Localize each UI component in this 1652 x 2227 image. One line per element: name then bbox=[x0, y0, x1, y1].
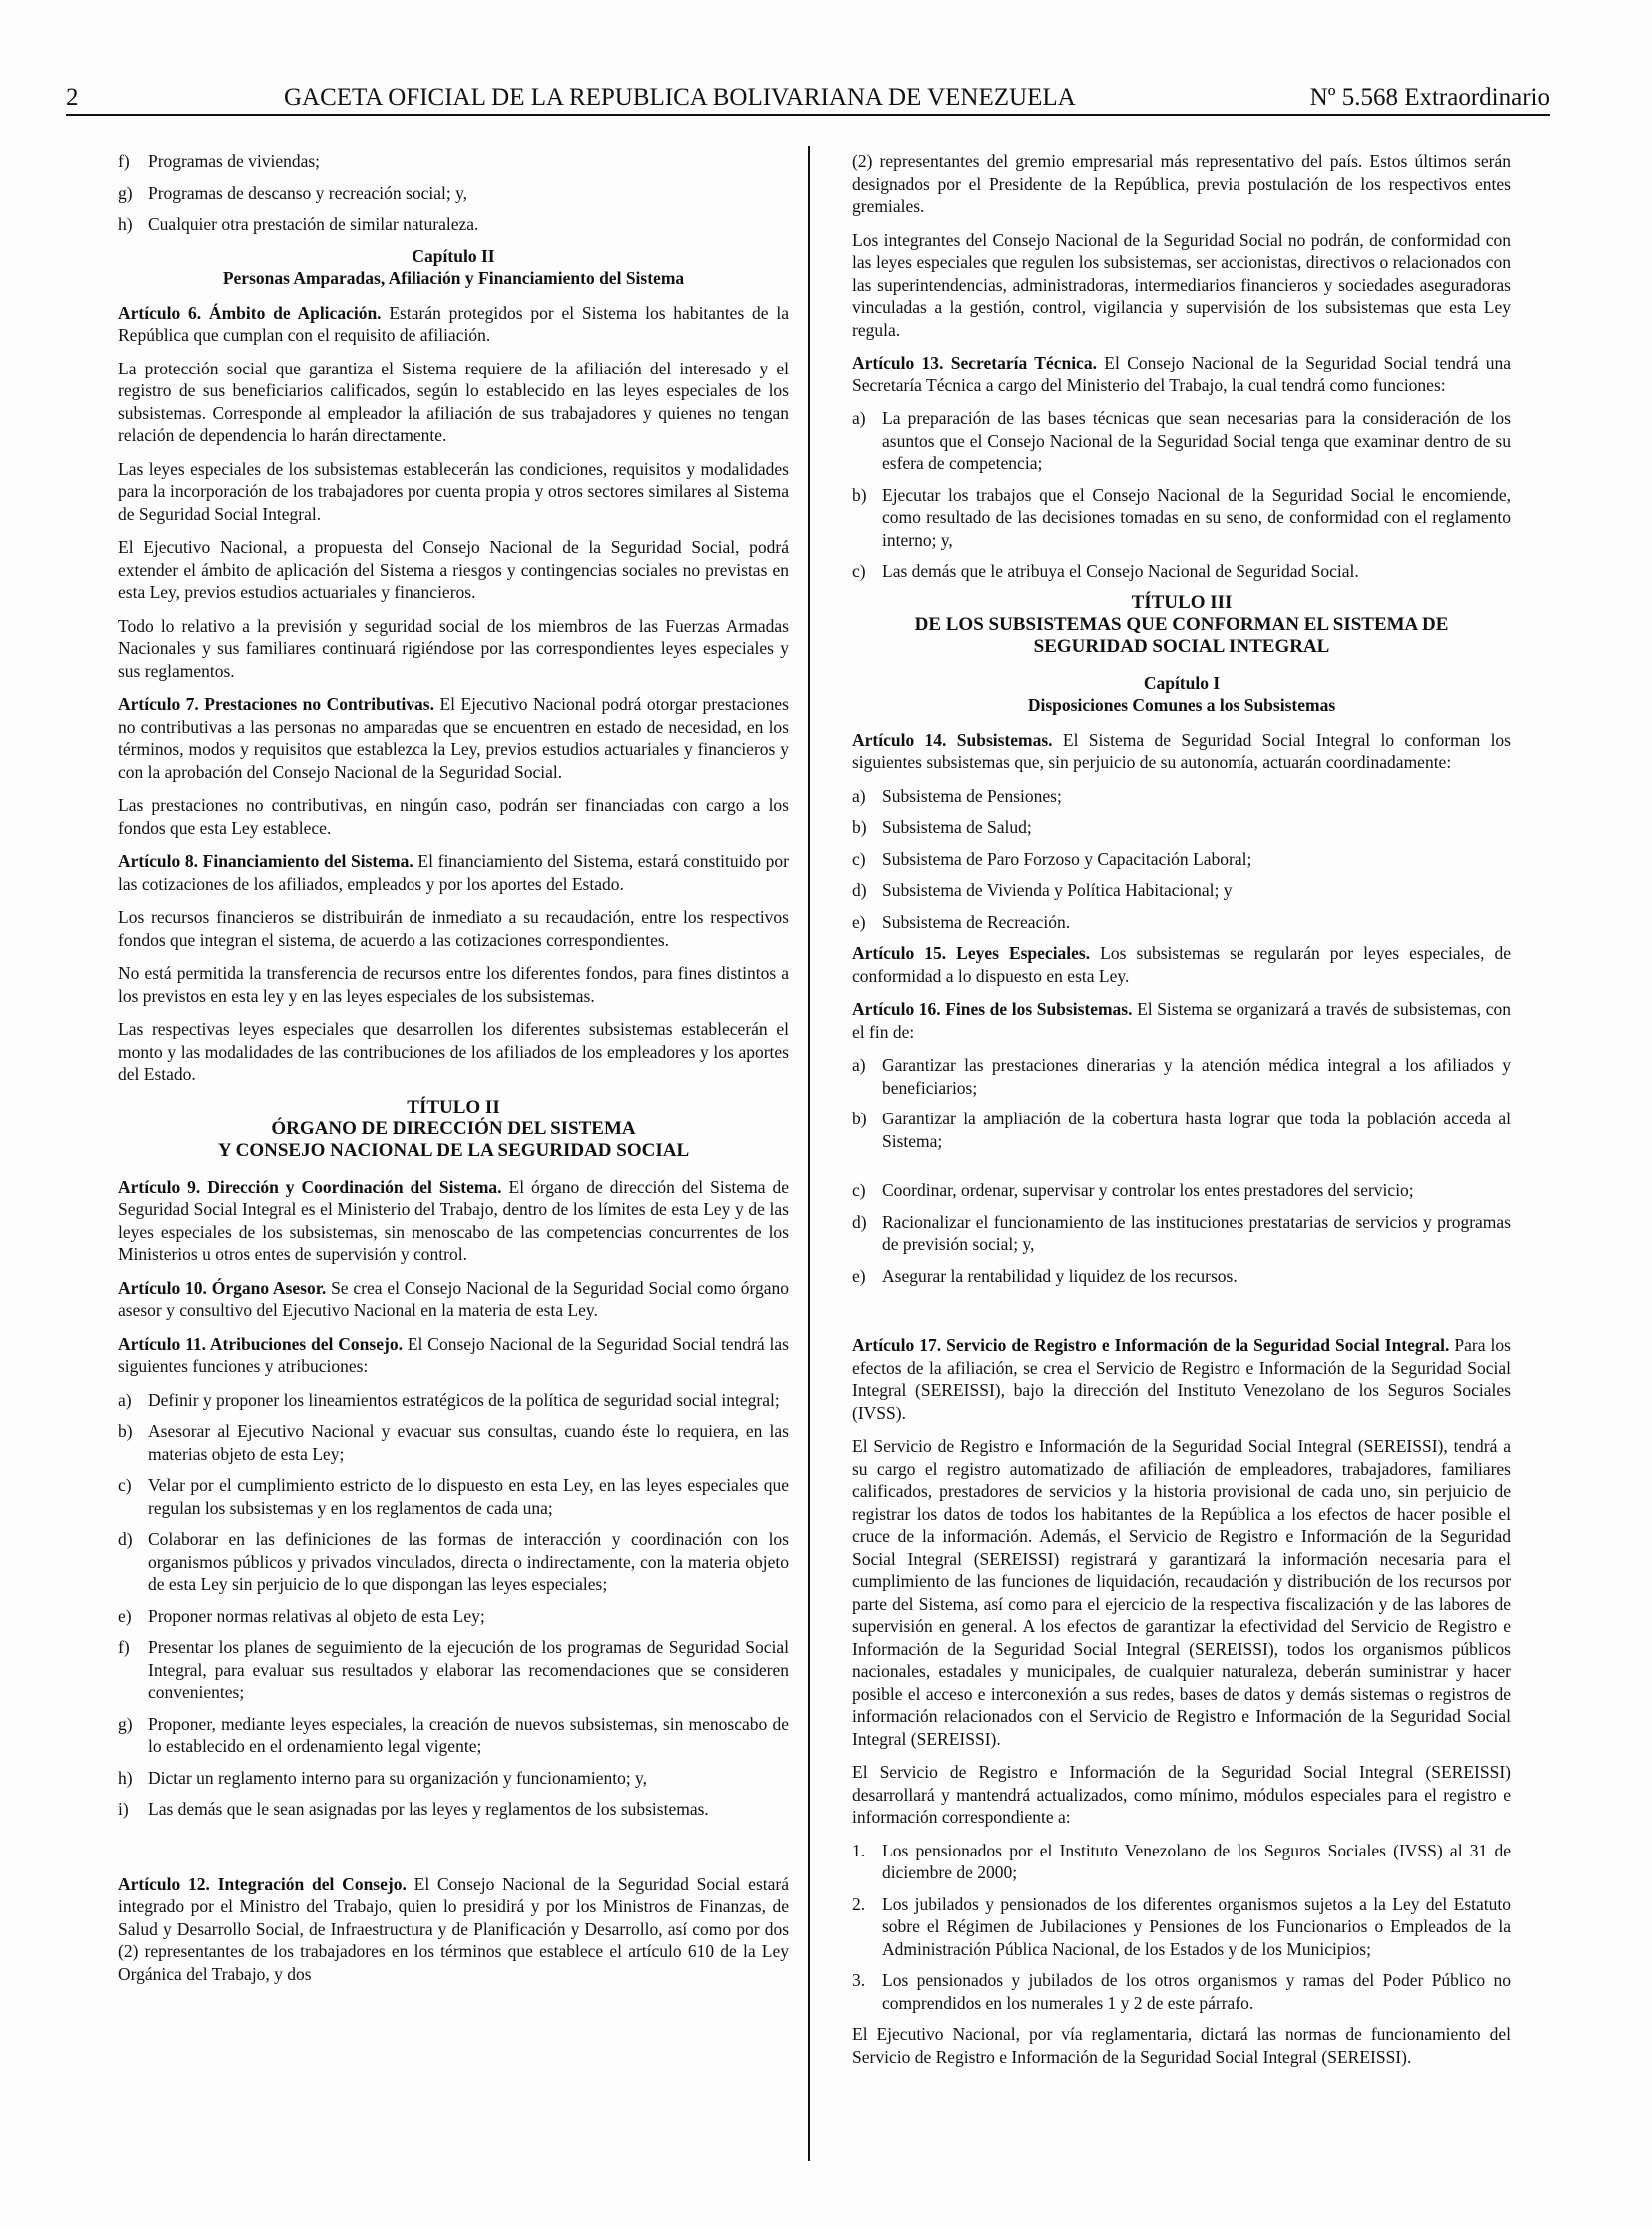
list-item: 2. Los jubilados y pensionados de los diferentes organismos sujetos a la Ley del Estatuto sobre el Régimen de Jubilaciones y Pensiones de los Funcionarios o Empleados de la Administración Pública Nacional, de los Estados y de los Municipios; bbox=[852, 1893, 1511, 1959]
list-atribuciones bbox=[118, 1389, 789, 1821]
article-7: Artículo 7. Prestaciones no Contributivas. El Ejecutivo Nacional podrá otorgar prestaciones no contributivas a las personas no amparadas que se encuentren en estado de necesidad, en los términos, modos y requisitos que establezca la Ley, previos estudios actuariales y financieros y con la aprobación del Consejo Nacional de la Seguridad Social. bbox=[118, 694, 789, 782]
list-item: b) Ejecutar los trabajos que el Consejo Nacional de la Seguridad Social le encomiende, como resultado de las decisiones tomadas en su seno, de conformidad con el reglamento interno; y, bbox=[852, 484, 1511, 550]
list-item: i) Las demás que le sean asignadas por las leyes y reglamentos de los subsistemas. bbox=[118, 1799, 709, 1819]
list-item: c) Subsistema de Paro Forzoso y Capacitación Laboral; bbox=[852, 848, 1252, 869]
article-16: Artículo 16. Fines de los Subsistemas. El Sistema se organizará a través de subsistemas, con el fin de: bbox=[852, 999, 1512, 1042]
paragraph: El Ejecutivo Nacional, por vía reglamentaria, dictará las normas de funcionamiento del Servicio de Registro e Información de la Seguridad Social Integral (SEREISSI). bbox=[852, 2024, 1511, 2067]
paragraph: Las leyes especiales de los subsistemas establecerán las condiciones, requisitos y modalidades para la incorporación de los trabajadores por cuenta propia y otros sectores similares al Sistema de Seguridad Social Integral. bbox=[118, 458, 789, 524]
list-item: f) Presentar los planes de seguimiento de la ejecución de los programas de Seguridad Social Integral, para evaluar sus resultados y elaborar las recomendaciones que se consideren convenientes; bbox=[118, 1637, 789, 1702]
list-item: e) Asegurar la rentabilidad y liquidez de los recursos. bbox=[852, 1265, 1238, 1286]
list-item: h) Cualquier otra prestación de similar naturaleza. bbox=[118, 214, 479, 234]
list-item: f) Programas de viviendas; bbox=[118, 151, 321, 171]
article-13: Artículo 13. Secretaría Técnica. El Consejo Nacional de la Seguridad Social tendrá una Secretaría Técnica a cargo del Ministerio del Trabajo, la cual tendrá como funciones: bbox=[852, 353, 1511, 395]
list-subsistemas bbox=[852, 785, 1511, 934]
right-column bbox=[852, 150, 1511, 2079]
article-8: Artículo 8. Financiamiento del Sistema. El financiamiento del Sistema, estará constituido por las cotizaciones de los afiliados, empleados y por los aportes del Estado. bbox=[118, 851, 789, 894]
list-item: c) Coordinar, ordenar, supervisar y controlar los entes prestadores del servicio; bbox=[852, 1180, 1414, 1200]
list-item: g) Proponer, mediante leyes especiales, la creación de nuevos subsistemas, sin menoscabo de lo establecido en el ordenamiento legal vigente; bbox=[118, 1713, 789, 1756]
article-12: Artículo 12. Integración del Consejo. El Consejo Nacional de la Seguridad Social estará integrado por el Ministro del Trabajo, quien lo presidirá y por los Ministros de Finanzas, de Salud y Desarrollo Social, de Infraestructura y de Planificación y Desarrollo, así como por dos (2) representantes de los trabajadores en los términos que establece el artículo 610 de la Ley Orgánica del Trabajo, y dos bbox=[118, 1873, 789, 1984]
list-item: e) Subsistema de Recreación. bbox=[852, 911, 1071, 932]
paragraph: El Servicio de Registro e Información de la Seguridad Social Integral (SEREISSI) desarrollará y mantendrá actualizados, como mínimo, módulos especiales para el registro e información correspondiente a: bbox=[852, 1762, 1511, 1827]
page-header bbox=[66, 80, 1550, 116]
list-item: d) Subsistema de Vivienda y Política Habitacional; y bbox=[852, 880, 1233, 900]
article-6: Artículo 6. Ámbito de Aplicación. Estarán protegidos por el Sistema los habitantes de la República que cumplan con el requisito de afiliación. bbox=[118, 302, 789, 345]
page-number: 2 bbox=[66, 84, 79, 111]
article-9: Artículo 9. Dirección y Coordinación del Sistema. El órgano de dirección del Sistema de Seguridad Social Integral es el Ministerio del Trabajo, dentro de los límites de esta Ley y de las leyes especiales de los subsistemas, sin menoscabo de las competencias concurrentes de los Ministerios u otros entes de supervisión y control. bbox=[118, 1176, 789, 1264]
paragraph: No está permitida la transferencia de recursos entre los diferentes fondos, para fines distintos a los previstos en esta ley y en las leyes especiales de los subsistemas. bbox=[118, 963, 789, 1006]
list-item: g) Programas de descanso y recreación social; y, bbox=[118, 182, 468, 203]
article-15: Artículo 15. Leyes Especiales. Los subsistemas se regularán por leyes especiales, de conformidad a lo dispuesto en esta Ley. bbox=[852, 943, 1511, 986]
list-item: c) Las demás que le atribuya el Consejo Nacional de Seguridad Social. bbox=[852, 561, 1359, 581]
article-11: Artículo 11. Atribuciones del Consejo. El Consejo Nacional de la Seguridad Social tendrá las siguientes funciones y atribuciones: bbox=[118, 1333, 789, 1376]
paragraph: Las prestaciones no contributivas, en ningún caso, podrán ser financiadas con cargo a los fondos que esta Ley establece. bbox=[118, 795, 789, 838]
chapter-heading: Capítulo II Personas Amparadas, Afiliación y Financiamiento del Sistema bbox=[222, 245, 685, 288]
publication-title: GACETA OFICIAL DE LA REPUBLICA BOLIVARIANA DE VENEZUELA bbox=[284, 84, 1076, 111]
list-fines-cont bbox=[852, 1179, 1511, 1287]
list-item: e) Proponer normas relativas al objeto de esta Ley; bbox=[118, 1605, 485, 1626]
paragraph: Los recursos financieros se distribuirán de inmediato a su recaudación, entre los respectivos fondos que integran el sistema, de acuerdo a las cotizaciones correspondientes. bbox=[118, 907, 789, 950]
paragraph: (2) representantes del gremio empresarial más representativo del país. Estos últimos serán designados por el Presidente de la República, previa postulación de los respectivos entes gremiales. bbox=[852, 151, 1511, 216]
paragraph: Todo lo relativo a la previsión y seguridad social de los miembros de las Fuerzas Armadas Nacionales y sus familiares continuará rigiéndose por las correspondientes leyes especiales y sus reglamentos. bbox=[118, 615, 789, 681]
list-item: h) Dictar un reglamento interno para su organización y funcionamiento; y, bbox=[118, 1767, 648, 1788]
list-modulos bbox=[852, 1840, 1511, 2015]
list-item: b) Asesorar al Ejecutivo Nacional y evacuar sus consultas, cuando éste lo requiera, en las materias objeto de esta Ley; bbox=[118, 1421, 789, 1464]
list-item: d) Racionalizar el funcionamiento de las instituciones prestatarias de servicios y programas de previsión social; y, bbox=[852, 1211, 1511, 1254]
list-item: a) Garantizar las prestaciones dinerarias y la atención médica integral a los afiliados y beneficiarios; bbox=[852, 1055, 1511, 1098]
article-17: Artículo 17. Servicio de Registro e Información de la Seguridad Social Integral. Para los efectos de la afiliación, se crea el Servicio de Registro e Información de la Seguridad Social Integral (SEREISSI), bajo la dirección del Instituto Venezolano de los Seguros Sociales (IVSS). bbox=[852, 1335, 1511, 1423]
list-item: b) Garantizar la ampliación de la cobertura hasta lograr que toda la población acceda al Sistema; bbox=[852, 1109, 1511, 1151]
paragraph: El Ejecutivo Nacional, a propuesta del Consejo Nacional de la Seguridad Social, podrá extender el ámbito de aplicación del Sistema a riesgos y contingencias sociales no previstas en esta Ley, previos estudios actuariales y financieros. bbox=[118, 537, 789, 602]
left-column bbox=[118, 150, 789, 1996]
list-item: 1. Los pensionados por el Instituto Venezolano de los Seguros Sociales (IVSS) al 31 de diciembre de 2000; bbox=[852, 1840, 1511, 1882]
paragraph: El Servicio de Registro e Información de la Seguridad Social Integral (SEREISSI), tendrá a su cargo el registro automatizado de afiliación de empleadores, trabajadores, familiares calificados, prestadores de servicios y la historia provisional de cada uno, sin perjuicio de registrar los datos de todos los habitantes de la República a los efectos de hacer posible el cruce de la información. Además, el Servicio de Registro e Información de la Seguridad Social Integral (SEREISSI) registrará y garantizará la información necesaria para el cumplimiento de las funciones de liquidación, recaudación y distribución de los recursos por parte del Sistema, así como para el ejercicio de la respectiva fiscalización y de las labores de supervisión en general. A los efectos de garantizar la efectividad del Servicio de Registro e Información de la Seguridad Social Integral (SEREISSI), todos los organismos públicos nacionales, estadales y municipales, de cualquier naturaleza, deberán suministrar y hacer posible el acceso e interconexión a sus redes, bases de datos y demás sistemas o registros de información relacionados con el Servicio de Registro e Información de la Seguridad Social Integral (SEREISSI). bbox=[852, 1436, 1511, 1749]
title-heading: TÍTULO II ÓRGANO DE DIRECCIÓN DEL SISTEMA Y CONSEJO NACIONAL DE LA SEGURIDAD SOCIAL bbox=[217, 1096, 690, 1161]
list-item: 3. Los pensionados y jubilados de los otros organismos y ramas del Poder Público no comprendidos en los numerales 1 y 2 de este párrafo. bbox=[852, 1970, 1511, 2013]
column-divider bbox=[808, 146, 810, 2161]
list-item: d) Colaborar en las definiciones de las formas de interacción y coordinación con los organismos públicos y privados vinculados, directa o indirectamente, con la materia objeto de esta Ley sin perjuicio de lo que dispongan las leyes especiales; bbox=[118, 1529, 789, 1594]
list-fines bbox=[852, 1054, 1511, 1152]
paragraph: La protección social que garantiza el Sistema requiere de la afiliación del interesado y el registro de sus beneficiarios calificados, según lo establecido en las leyes especiales de los subsistemas. Corresponde al empleador la afiliación de sus trabajadores y quienes no tengan relación de dependencia lo harán directamente. bbox=[118, 358, 789, 445]
list-item: b) Subsistema de Salud; bbox=[852, 817, 1032, 837]
title-heading: TÍTULO III DE LOS SUBSISTEMAS QUE CONFORMAN EL SISTEMA DE SEGURIDAD SOCIAL INTEGRAL bbox=[914, 591, 1449, 657]
list-programas bbox=[118, 150, 789, 236]
chapter-heading: Capítulo I Disposiciones Comunes a los Subsistemas bbox=[1027, 672, 1336, 715]
list-funciones bbox=[852, 407, 1511, 583]
list-item: c) Velar por el cumplimiento estricto de lo dispuesto en esta Ley, en las leyes especiales que regulan los subsistemas y en los reglamentos de cada una; bbox=[118, 1475, 789, 1518]
article-14: Artículo 14. Subsistemas. El Sistema de Seguridad Social Integral lo conforman los siguientes subsistemas que, sin perjuicio de su autonomía, actuarán coordinadamente: bbox=[852, 729, 1511, 772]
list-item: a) La preparación de las bases técnicas que sean necesarias para la consideración de los asuntos que el Consejo Nacional de la Seguridad Social tenga que examinar dentro de su esfera de competencia; bbox=[852, 408, 1511, 473]
paragraph: Las respectivas leyes especiales que desarrollen los diferentes subsistemas establecerán el monto y las modalidades de las contribuciones de los afiliados de los empleadores y los aportes del Estado. bbox=[118, 1019, 789, 1084]
article-10: Artículo 10. Órgano Asesor. Se crea el Consejo Nacional de la Seguridad Social como órgano asesor y consultivo del Ejecutivo Nacional en la materia de esta Ley. bbox=[118, 1277, 790, 1320]
list-item: a) Definir y proponer los lineamientos estratégicos de la política de seguridad social integral; bbox=[118, 1389, 780, 1410]
paragraph: Los integrantes del Consejo Nacional de la Seguridad Social no podrán, de conformidad con las leyes especiales que regulen los subsistemas, ser accionistas, directivos o relacionados con las superintendencias, administradoras, intermediarios financieros y sociedades aseguradoras vinculadas a la gestión, control, vigilancia y supervisión de los subsistemas que esta Ley regula. bbox=[852, 229, 1511, 340]
list-item: a) Subsistema de Pensiones; bbox=[852, 785, 1062, 806]
issue-number: Nº 5.568 Extraordinario bbox=[1309, 84, 1550, 111]
